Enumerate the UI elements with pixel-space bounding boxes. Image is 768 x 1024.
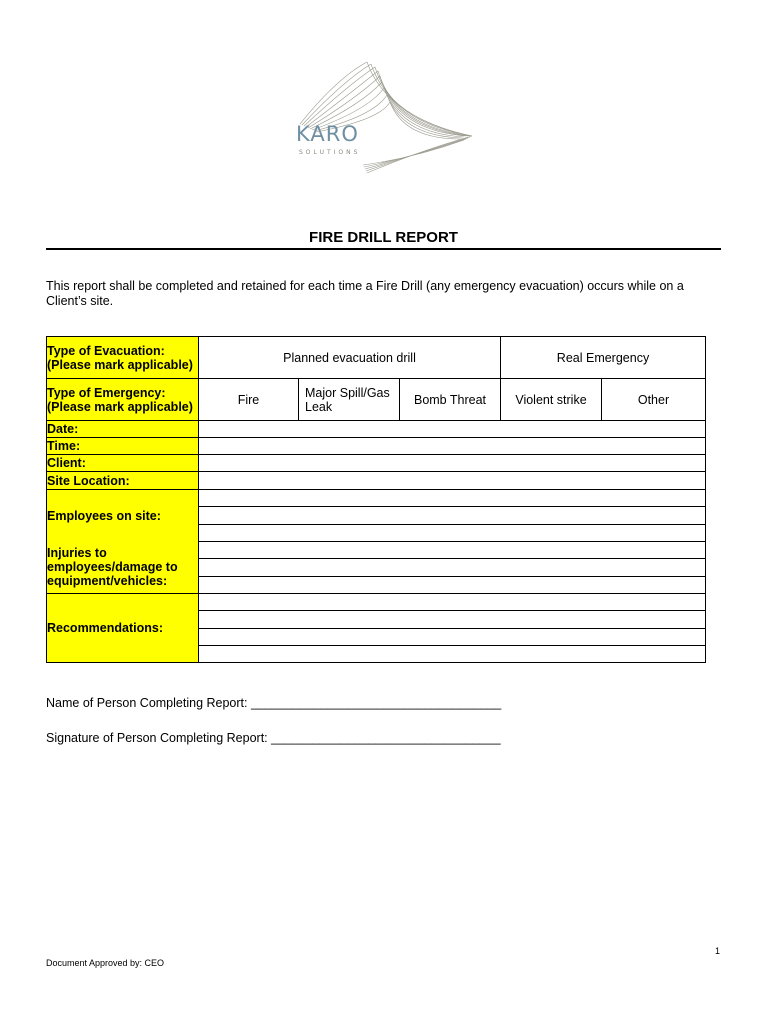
spill-gas-leak-option[interactable]: Major Spill/Gas Leak (299, 379, 400, 421)
name-of-person-line[interactable]: Name of Person Completing Report: ____________________________________ (46, 696, 502, 710)
signature-line[interactable]: Signature of Person Completing Report: _________________________________ (46, 731, 501, 745)
employees-row (47, 490, 706, 507)
logo-tagline-text: SOLUTIONS (299, 149, 361, 156)
site-location-row (47, 472, 706, 490)
injuries-field-line[interactable] (199, 559, 706, 577)
employees-field-line[interactable] (199, 507, 706, 525)
site-location-field[interactable] (199, 472, 706, 490)
real-emergency-option[interactable]: Real Emergency (501, 337, 706, 379)
recommendations-label: Recommendations: (47, 594, 199, 663)
bomb-threat-option[interactable]: Bomb Threat (400, 379, 501, 421)
injuries-field-line[interactable] (199, 542, 706, 559)
injuries-row (47, 542, 706, 559)
injuries-field-line[interactable] (199, 577, 706, 594)
time-row (47, 438, 706, 455)
evacuation-row (47, 337, 706, 379)
recommendations-field-line[interactable] (199, 594, 706, 611)
logo-swoosh-graphic (292, 58, 477, 178)
fire-option[interactable]: Fire (199, 379, 299, 421)
recommendations-field-line[interactable] (199, 629, 706, 646)
page-number: 1 (715, 946, 721, 956)
date-field[interactable] (199, 421, 706, 438)
client-label: Client: (47, 455, 199, 472)
recommendations-row (47, 594, 706, 611)
emergency-row (47, 379, 706, 421)
time-label: Time: (47, 438, 199, 455)
report-title: FIRE DRILL REPORT (309, 229, 458, 246)
date-label: Date: (47, 421, 199, 438)
title-divider (46, 248, 721, 250)
fire-drill-form-table (46, 336, 706, 663)
client-row (47, 455, 706, 472)
violent-strike-option[interactable]: Violent strike (501, 379, 602, 421)
injuries-label: Injuries to employees/damage to equipment/vehicles: (47, 542, 199, 594)
planned-drill-option[interactable]: Planned evacuation drill (199, 337, 501, 379)
evacuation-type-label: Type of Evacuation: (Please mark applicable) (47, 337, 199, 379)
logo-brand-text: KARO (296, 122, 359, 146)
employees-field-line[interactable] (199, 490, 706, 507)
employees-field-line[interactable] (199, 525, 706, 542)
site-location-label: Site Location: (47, 472, 199, 490)
emergency-type-label: Type of Emergency: (Please mark applicable) (47, 379, 199, 421)
other-option[interactable]: Other (602, 379, 706, 421)
date-row (47, 421, 706, 438)
document-approval-footer: Document Approved by: CEO (46, 958, 165, 968)
client-field[interactable] (199, 455, 706, 472)
employees-on-site-label: Employees on site: (47, 490, 199, 542)
time-field[interactable] (199, 438, 706, 455)
company-logo (292, 58, 477, 178)
intro-paragraph: This report shall be completed and retained for each time a Fire Drill (any emergency evacuation) occurs while on a Client’s site. (46, 279, 684, 308)
recommendations-field-line[interactable] (199, 646, 706, 663)
recommendations-field-line[interactable] (199, 611, 706, 629)
